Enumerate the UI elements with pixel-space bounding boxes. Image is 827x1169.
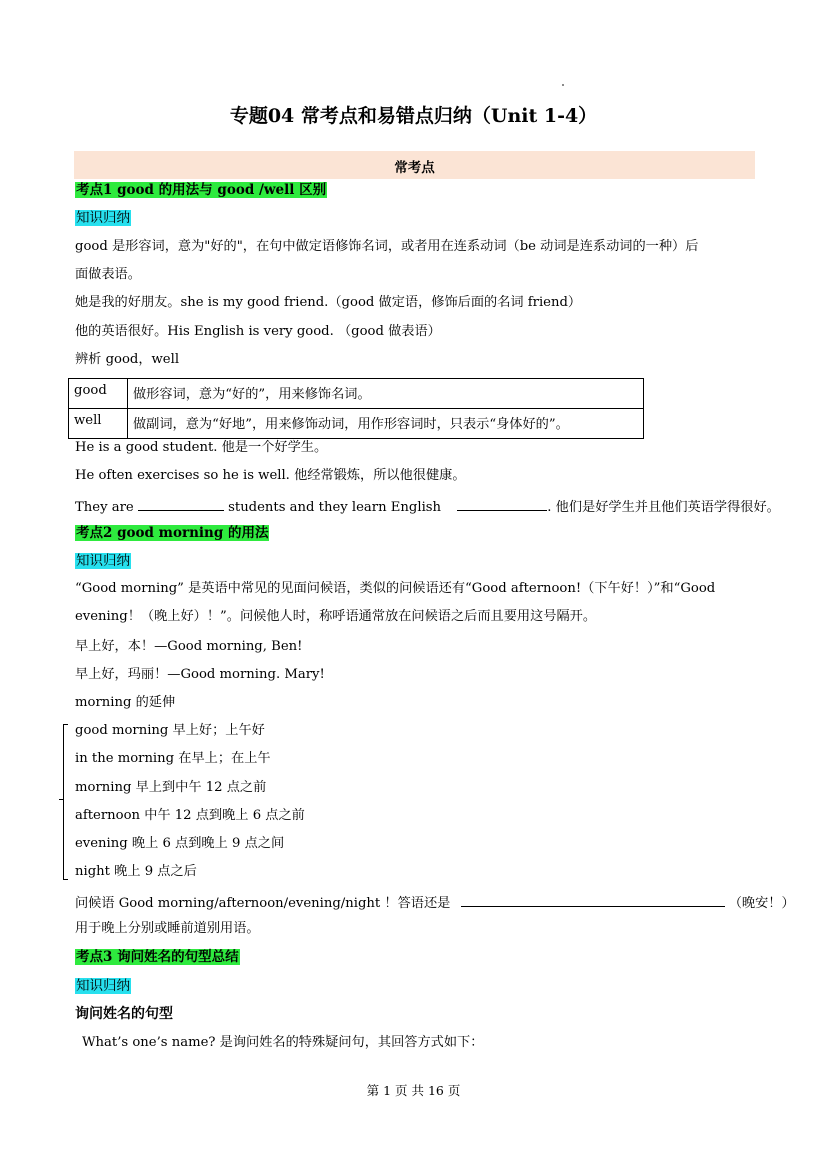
left-brace — [63, 724, 70, 880]
point2-desc-line1: “Good morning” 是英语中常见的见面问候语，类似的问候语还有“Good afternoon!（下午好！）”和“Good — [75, 581, 716, 596]
table-cell-word: good — [69, 379, 128, 409]
point3-subheading: 询问姓名的句型 — [75, 1006, 173, 1022]
exercise-text-c: . 他们是好学生并且他们英语学得很好。 — [547, 500, 780, 515]
point2-desc-line2: evening！（晚上好）！”。问候他人时，称呼语通常放在问候语之后而且要用这号隔开。 — [75, 609, 597, 624]
point1-compare-label: 辨析 good，well — [75, 352, 180, 367]
list-item: afternoon 中午 12 点到晚上 6 点之前 — [75, 808, 305, 823]
table-cell-meaning: 做形容词，意为“好的”，用来修饰名词。 — [128, 379, 644, 409]
point1-example3: He is a good student. 他是一个好学生。 — [75, 440, 328, 455]
point2-tag: 知识归纳 — [76, 553, 130, 569]
list-item: morning 早上到中午 12 点之前 — [75, 780, 267, 795]
table-row — [69, 379, 644, 409]
answer-blank-3[interactable] — [461, 892, 725, 907]
point1-tag: 知识归纳 — [76, 210, 130, 226]
point1-example1: 她是我的好朋友。she is my good friend.（good 做定语，修饰后面的名词 friend） — [75, 295, 582, 310]
answer-blank-2[interactable] — [457, 496, 547, 511]
table-row — [69, 409, 644, 439]
good-well-table — [68, 378, 644, 439]
stray-dot — [562, 84, 564, 86]
exercise-text-b: students and they learn English — [228, 500, 442, 515]
greeting-text-b: （晚安！） — [728, 896, 795, 911]
page-title: 专题04 常考点和易错点归纳（Unit 1-4） — [229, 105, 598, 127]
point1-example4: He often exercises so he is well. 他经常锻炼，所以他很健康。 — [75, 468, 466, 483]
list-item: good morning 早上好；上午好 — [75, 723, 265, 738]
point3-tag: 知识归纳 — [76, 978, 130, 994]
point3-heading: 考点3 询问姓名的句型总结 — [76, 949, 239, 965]
point2-greeting-note: 用于晚上分别或睡前道别用语。 — [75, 921, 260, 936]
table-cell-meaning: 做副词，意为“好地”，用来修饰动词，用作形容词时，只表示“身体好的”。 — [128, 409, 644, 439]
left-brace-point — [59, 799, 63, 800]
point1-desc-line1: good 是形容词，意为"好的"，在句中做定语修饰名词，或者用在连系动词（be 动词是连系动词的一种）后 — [75, 239, 699, 254]
table-cell-word: well — [69, 409, 128, 439]
point2-heading: 考点2 good morning 的用法 — [76, 525, 269, 541]
section-header: 常考点 — [394, 160, 435, 176]
point1-desc-line2: 面做表语。 — [75, 267, 141, 282]
list-item: night 晚上 9 点之后 — [75, 864, 197, 879]
point2-extension-title: morning 的延伸 — [75, 695, 176, 710]
list-item: evening 晚上 6 点到晚上 9 点之间 — [75, 836, 285, 851]
page-footer: 第 1 页 共 16 页 — [366, 1083, 461, 1098]
answer-blank-1[interactable] — [138, 496, 224, 511]
greeting-text-a: 问候语 Good morning/afternoon/evening/night ！答语还是 — [75, 896, 451, 911]
point2-example2: 早上好，玛丽！—Good morning. Mary! — [75, 667, 325, 682]
point1-example2: 他的英语很好。His English is very good. （good 做表语） — [75, 324, 441, 339]
list-item: in the morning 在早上；在上午 — [75, 751, 271, 766]
section-header-band — [74, 151, 755, 179]
point1-heading: 考点1 good 的用法与 good /well 区别 — [76, 182, 327, 198]
point1-exercise — [75, 496, 780, 517]
exercise-text-a: They are — [75, 500, 134, 515]
point2-example1: 早上好，本！—Good morning, Ben! — [75, 639, 303, 654]
point2-greeting-exercise — [75, 892, 795, 913]
point3-desc: What’s one’s name? 是询问姓名的特殊疑问句，其回答方式如下： — [82, 1035, 484, 1050]
